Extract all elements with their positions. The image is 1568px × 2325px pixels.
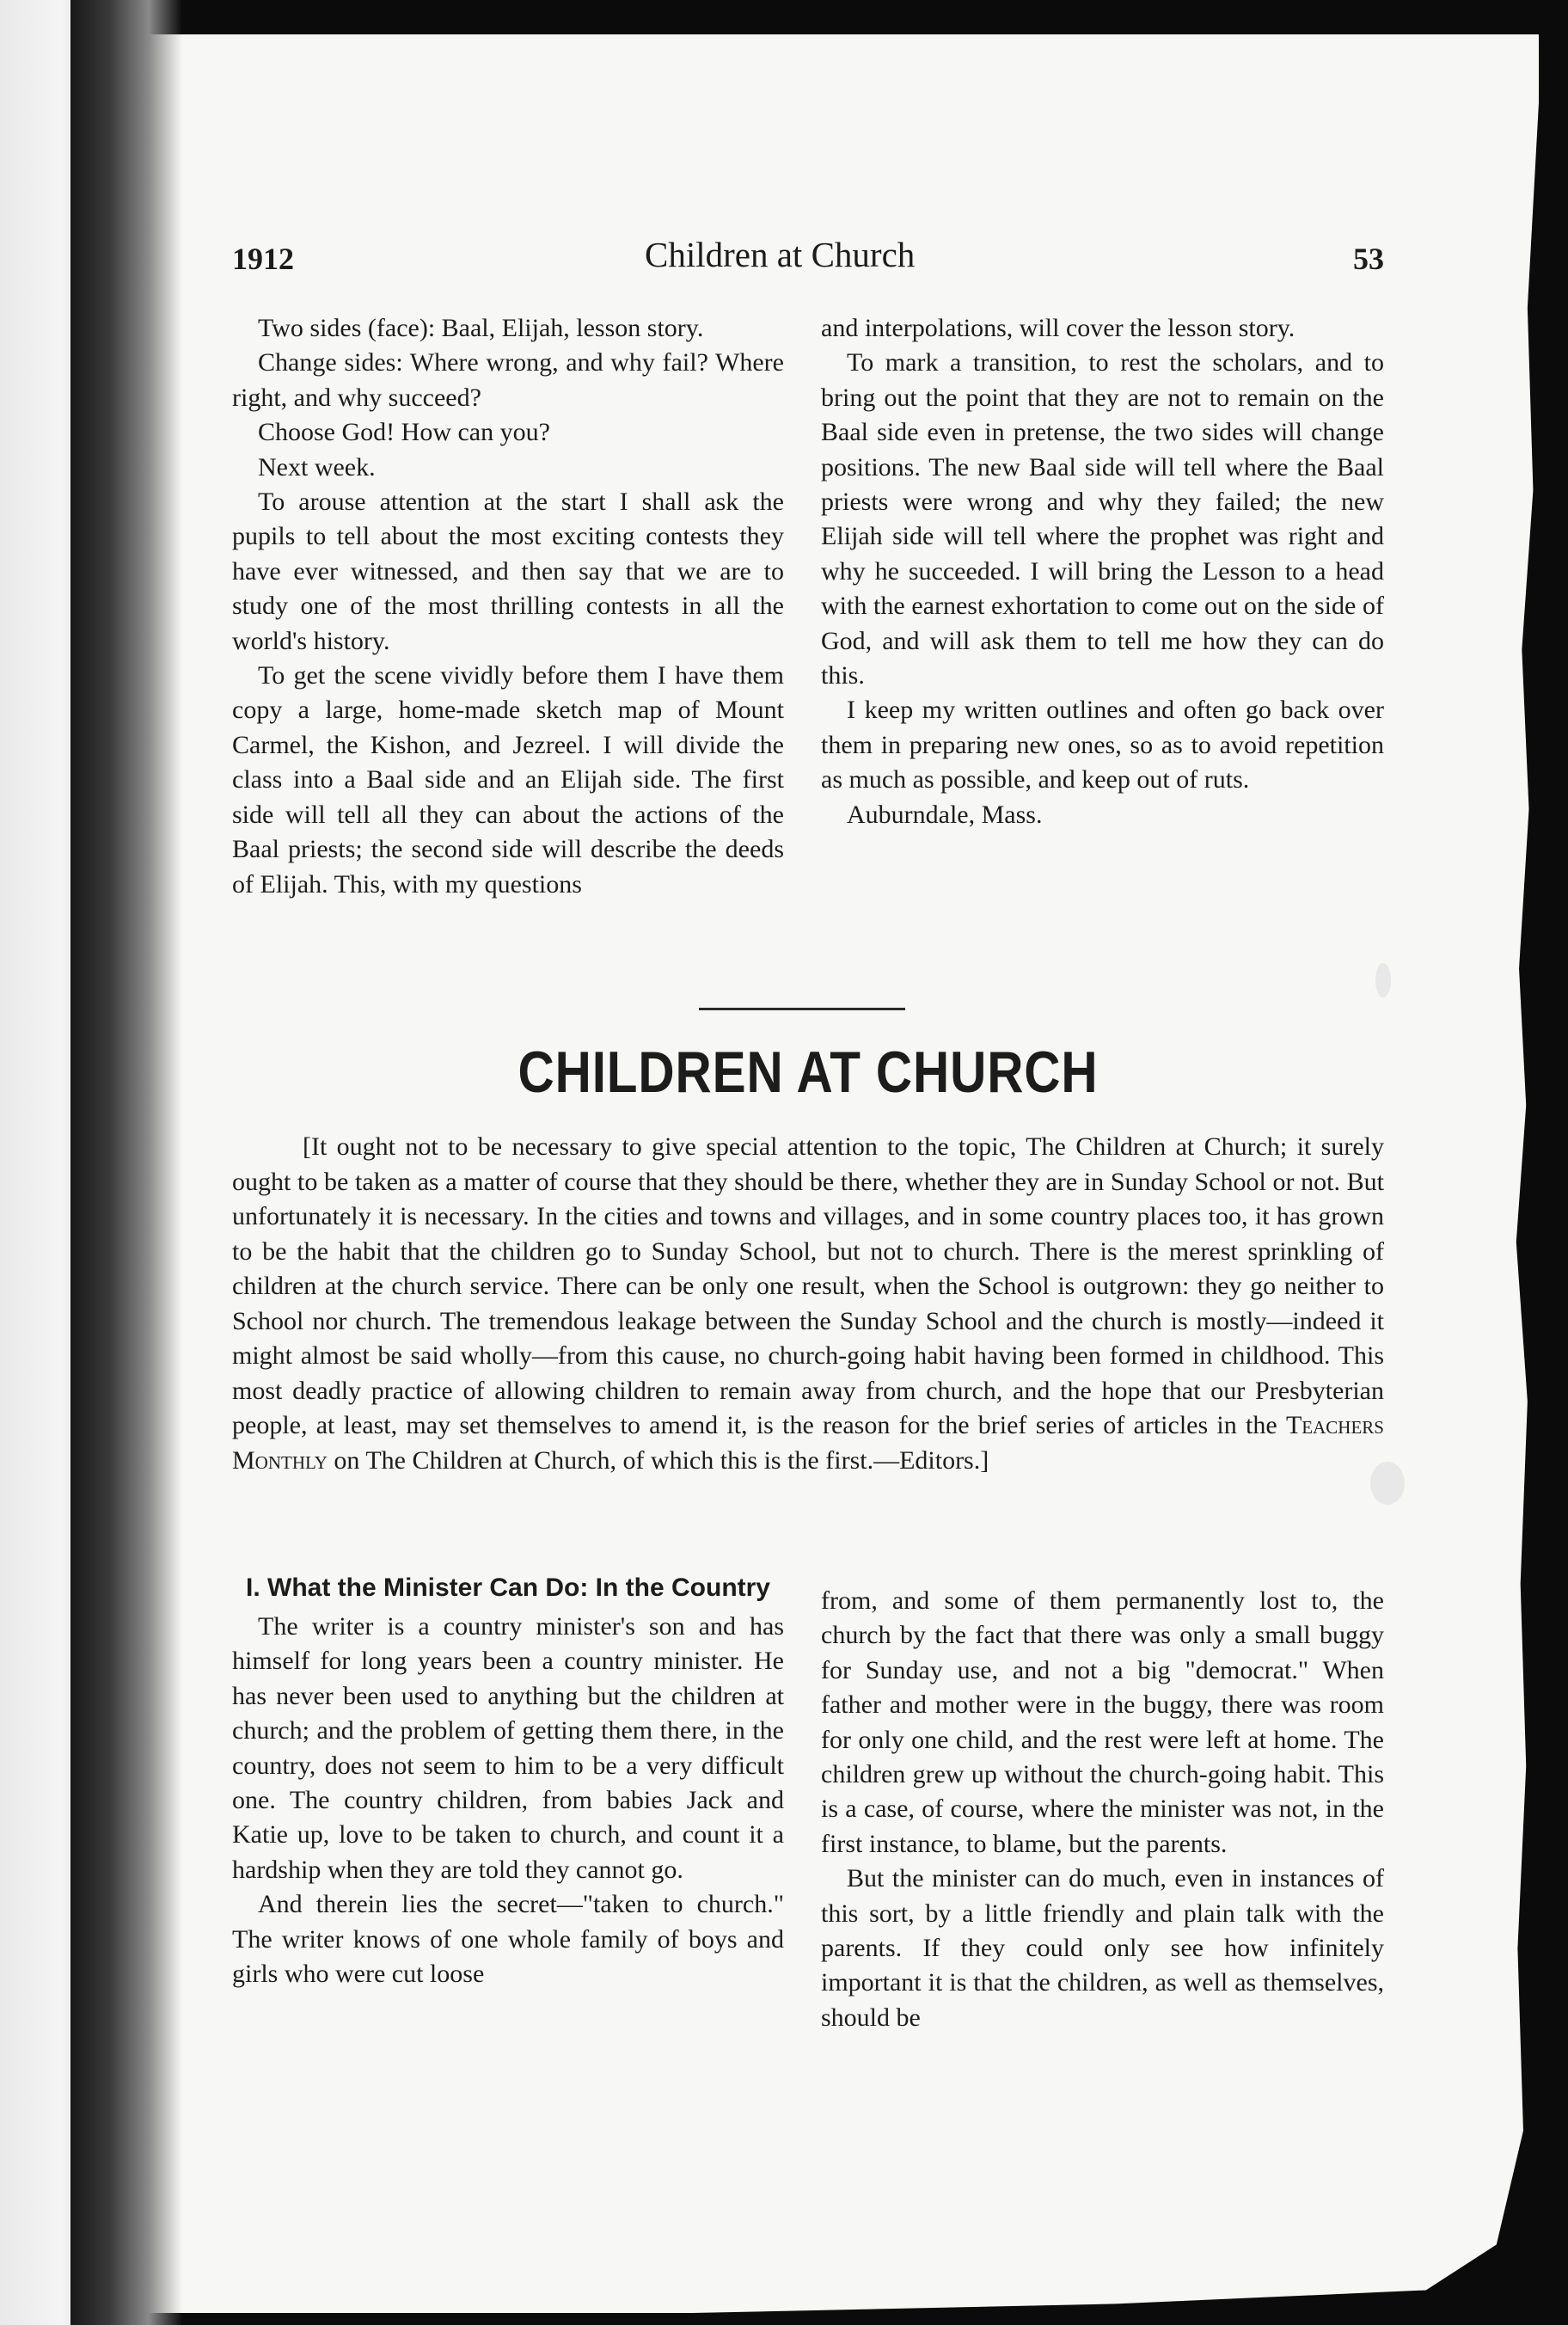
paragraph: Two sides (face): Baal, Elijah, lesson story. bbox=[258, 314, 704, 342]
column-bottom-right bbox=[821, 1584, 1384, 2035]
paragraph: The writer is a country minister's son and has himself for long years been a country minister. He has never been used to anything but the children at church; and the problem of getting them there, in the country, does not seem to him to be a very difficult one. The country children, from babies Jack and Katie up, love to be taken to church, and count it a hardship when they are told they cannot go. bbox=[232, 1612, 784, 1884]
column-top-left bbox=[232, 311, 784, 902]
editorial-text-before: [It ought not to be necessary to give special attention to the topic, The Children at Church; it surely ought to be taken as a matter of course that they should be there, whether they are in Sunday School or not. But unfortunately it is necessary. In the cities and towns and villages, and in some country places too, it has grown to be the habit that the children go to Sunday School, but not to church. There is the merest sprinkling of children at the church service. There can be only one result, when the School is outgrown: they go neither to School nor church. The tremendous leakage between the Sunday School and the church is mostly—indeed it might almost be said wholly—from this cause, no church-going habit having been formed in childhood. This most deadly practice of allowing children to remain away from church, and the hope that our Presbyterian people, at least, may set themselves to amend it, is the reason for the brief series of articles in the bbox=[232, 1132, 1384, 1439]
paragraph: To arouse attention at the start I shall ask the pupils to tell about the most exciting contests they have ever witnessed, and then say that we are to study one of the most thrilling contests in all the world's history. bbox=[232, 488, 784, 655]
paragraph: from, and some of them permanently lost to, the church by the fact that there was only a small buggy for Sunday use, and not a big "democrat." When father and mother were in the buggy, there was room for only one child, and the rest were left at home. The children grew up without the church-going habit. This is a case, of course, where the minister was not, in the first instance, to blame, but the parents. bbox=[821, 1586, 1384, 1858]
scan-speck bbox=[1375, 963, 1391, 997]
signature-location: Auburndale, Mass. bbox=[847, 800, 1043, 829]
section-divider bbox=[699, 1008, 905, 1010]
column-bottom-left bbox=[232, 1572, 784, 1991]
editorial-paragraph bbox=[232, 1130, 1384, 1478]
column-top-right bbox=[821, 311, 1384, 832]
section-heading: I. What the Minister Can Do: In the Country bbox=[246, 1574, 770, 1602]
paragraph: Choose God! How can you? bbox=[258, 418, 550, 447]
paragraph: Change sides: Where wrong, and why fail? Where right, and why succeed? bbox=[232, 348, 784, 412]
page-number: 53 bbox=[1353, 242, 1384, 276]
paragraph: Next week. bbox=[258, 452, 376, 482]
editorial-note bbox=[232, 1130, 1384, 1478]
paragraph: I keep my written outlines and often go back over them in preparing new ones, so as to avoid repetition as much as possible, and keep out of ruts. bbox=[821, 696, 1384, 794]
scan-speck bbox=[1370, 1462, 1405, 1505]
header-title: Children at Church bbox=[645, 235, 916, 274]
running-header bbox=[232, 234, 1384, 285]
header-year: 1912 bbox=[232, 242, 294, 276]
paragraph: To get the scene vividly before them I have them copy a large, home-made sketch map of Mount Carmel, the Kishon, and Jezreel. I will divide the class into a Baal side and an Elijah side. The first side will tell all they can about the actions of the Baal priests; the second side will describe the deeds of Elijah. This, with my questions bbox=[232, 661, 784, 899]
paragraph: To mark a transition, to rest the scholars, and to bring out the point that they are not to remain on the Baal side even in pretense, the two sides will change positions. The new Baal side will tell where the Baal priests were wrong and why they failed; the new Elijah side will tell where the prophet was right and why he succeeded. I will bring the Lesson to a head with the earnest exhortation to come out on the side of God, and will ask them to tell me how they can do this. bbox=[821, 348, 1384, 690]
editorial-text-after: on The Children at Church, of which this is the first.—Editors.] bbox=[327, 1445, 989, 1475]
paragraph: But the minister can do much, even in instances of this sort, by a little friendly and plain talk with the parents. If they could only see how infinitely important it is that the children, as well as themselves, should be bbox=[821, 1864, 1384, 2032]
journal-name: Teachers Monthly bbox=[232, 1411, 1384, 1475]
paragraph: And therein lies the secret—"taken to church." The writer knows of one whole family of boys and girls who were cut loose bbox=[232, 1890, 784, 1989]
article-headline: CHILDREN AT CHURCH bbox=[518, 1040, 1099, 1105]
paragraph: and interpolations, will cover the lesson story. bbox=[821, 314, 1295, 342]
